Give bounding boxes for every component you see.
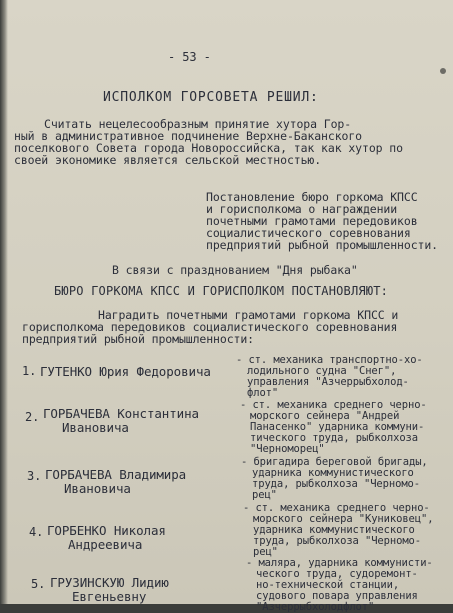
page-edge-shadow [0,0,8,604]
awardee-description: "Черноморец" [250,443,325,455]
awardee-description: рец" [253,546,278,558]
awardee-description: лодильного судна "Снег", [247,365,397,377]
awardee-name: Евгеньевну [72,589,147,604]
awardee-description: - ст. механика транспортно-хо- [236,354,423,366]
awardee-description: Панасенко" ударника коммуни- [250,421,425,433]
awardee-name: Ивановича [64,481,131,496]
awardee-description: "Азчеррыбхолодфлот" [256,601,375,613]
awardee-name: ГОРБАЧЕВА Константина [43,406,199,421]
awardee-description: - маляра, ударника коммунисти- [246,557,433,569]
awardee-name: Ивановича [62,420,129,435]
awardee-description: управления "Азчеррыбхолод- [247,376,409,388]
decision-line: поселкового Совета города Новороссийска, так как хутор по [14,141,403,155]
award-intro-line: Наградить почетными грамотами горкома КПСС и [98,308,399,322]
awardee-name: ГОРБЕНКО Николая [47,523,166,538]
awardee-number: 5. [31,577,46,591]
occasion-line: В связи с празднованием "Дня рыбака" [112,263,358,277]
awardee-description: ударника коммунистического [252,467,414,479]
awardee-description: но-технической станции, [256,579,400,591]
awardee-description: ческого труда, судоремонт- [256,568,418,580]
awardee-description: труда, рыбколхоза "Черномо- [252,478,420,490]
resolution-title-line: социалистического соревнования [206,226,411,240]
awardee-description: морского сейнера "Куниковец", [253,513,434,525]
decision-heading: ИСПОЛКОМ ГОРСОВЕТА РЕШИЛ: [103,90,319,105]
page-number: - 53 - [168,50,211,64]
awardee-description: - бригадира береговой бригады, [241,456,428,468]
resolution-heading: БЮРО ГОРКОМА КПСС И ГОРИСПОЛКОМ ПОСТАНОВЛЯЮТ: [54,284,389,298]
awardee-number: 1. [22,364,37,378]
decision-line: ный в административное подчинение Верхне-Баканского [14,129,363,143]
awardee-description: - ст. механика среднего черно- [243,502,430,514]
resolution-title-line: предприятий рыбной промышленности. [206,238,439,252]
awardee-name: Андреевича [68,537,143,552]
awardee-description: морского сейнера "Андрей [250,410,400,422]
awardee-number: 2. [25,410,40,424]
resolution-title-line: почетными грамотами передовиков [206,214,418,228]
awardee-description: тического труда, рыбколхоза [250,432,418,444]
resolution-title-line: и горисполкома о награждении [206,202,398,216]
awardee-description: ударника коммунистического [253,524,415,536]
decision-line: своей экономике является сельской местностью. [14,153,322,167]
awardee-name: ГОРБАЧЕВА Владимира [45,467,187,482]
awardee-name: ГУТЕНКО Юрия Федоровича [40,364,211,379]
awardee-description: флот" [247,387,279,399]
awardee-number: 3. [27,469,42,483]
decision-line: Считать нецелесообразным принятие хутора Гор- [44,117,352,131]
awardee-name: ГРУЗИНСКУЮ Лидию [50,575,169,590]
awardee-description: рец" [252,489,277,501]
awardee-description: - ст. механика среднего черно- [240,399,427,411]
resolution-title-line: Постановление бюро горкома КПСС [206,190,418,204]
awardee-number: 4. [29,525,44,539]
binding-hole [440,68,446,74]
award-intro-line: горисполкома передовиков социалистического соревнования [22,320,398,334]
awardee-description: труда, рыбколхоза "Черномо- [253,535,421,547]
awardee-description: судового повара управления [256,590,418,602]
award-intro-line: предприятий рыбной промышленности: [22,332,255,346]
